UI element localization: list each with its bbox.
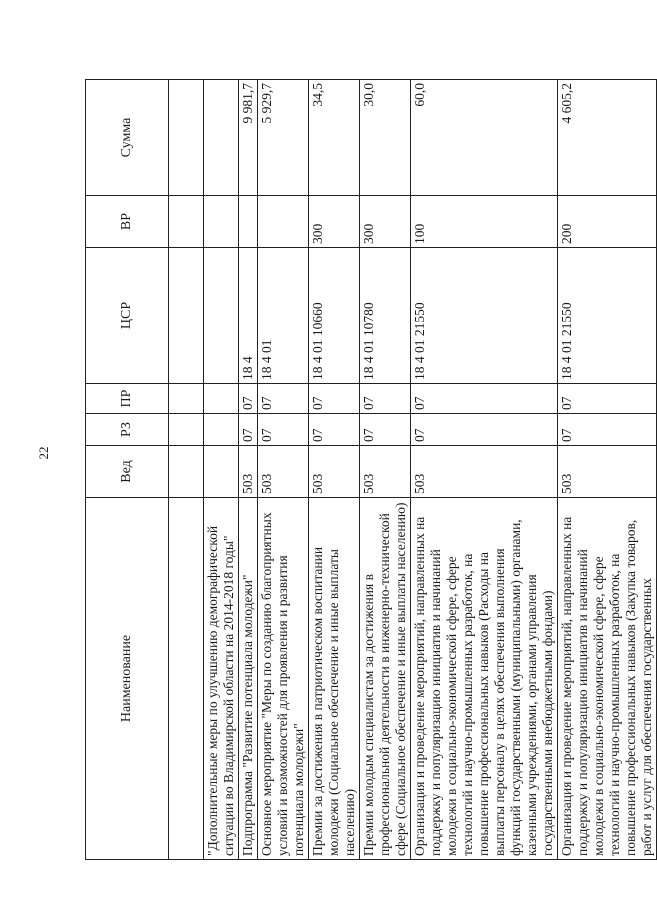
cell-name: Подпрограмма "Развитие потенциала молодежи" [239,498,258,860]
cell-pr: 07 [411,384,558,414]
cell-pr: 07 [558,384,657,414]
cell-pr: 07 [360,384,411,414]
header-ved: Вед [86,446,169,498]
table-row [309,80,360,860]
cell-summa: 5 929,7 [258,80,309,196]
cell-name: Основное мероприятие "Меры по созданию благоприятных условий и возможностей для проявления и развития потенциала молодежи" [258,498,309,860]
rotated-page-content [85,80,654,860]
page-number: 22 [36,446,51,460]
cell-summa: 34,5 [309,80,360,196]
cell-ved [169,446,204,498]
cell-rz: 07 [258,414,309,446]
cell-summa [204,80,239,196]
cell-vr [239,196,258,248]
cell-ved: 503 [360,446,411,498]
cell-vr: 100 [411,196,558,248]
header-name: Наименование [86,498,169,860]
cell-rz: 07 [309,414,360,446]
cell-rz: 07 [360,414,411,446]
cell-ved: 503 [411,446,558,498]
table-row [239,80,258,860]
cell-pr: 07 [309,384,360,414]
cell-name: Организация и проведение мероприятий, направленных на поддержку и популяризацию инициатив и начинаний молодежи в социально-экономической сфере, сфере технологий и научно-промышленных разработок, на повышение профессиональных навыков (Расходы на выплаты персоналу в целях обеспечения выполнения функций государственными (муниципальными) органами, казенными учреждениями, органами управления государственными внебюджетными фондами) [411,498,558,860]
table-row [204,80,239,860]
cell-vr [204,196,239,248]
cell-rz: 07 [239,414,258,446]
cell-vr: 300 [360,196,411,248]
cell-rz [169,414,204,446]
cell-vr: 200 [558,196,657,248]
cell-ved [204,446,239,498]
cell-ved: 503 [309,446,360,498]
cell-summa: 60,0 [411,80,558,196]
cell-vr [169,196,204,248]
cell-ved: 503 [239,446,258,498]
table-row [558,80,657,860]
header-csr: ЦСР [86,248,169,384]
cell-vr [258,196,309,248]
table-row [411,80,558,860]
cell-name: Премии молодым специалистам за достижения в профессиональной деятельности в инженерно-технической сфере (Социальное обеспечение и иные выплаты населению) [360,498,411,860]
cell-rz [204,414,239,446]
table-row [360,80,411,860]
cell-csr [204,248,239,384]
cell-csr: 18 4 01 [258,248,309,384]
cell-summa: 4 605,2 [558,80,657,196]
cell-csr: 18 4 [239,248,258,384]
cell-pr: 07 [258,384,309,414]
header-pr: ПР [86,384,169,414]
cell-rz: 07 [558,414,657,446]
header-summa: Сумма [86,80,169,196]
cell-csr: 18 4 01 21550 [558,248,657,384]
table-row [258,80,309,860]
cell-csr: 18 4 01 21550 [411,248,558,384]
cell-csr [169,248,204,384]
cell-ved: 503 [258,446,309,498]
cell-pr [204,384,239,414]
cell-csr: 18 4 01 10780 [360,248,411,384]
cell-rz: 07 [411,414,558,446]
table-row [169,80,204,860]
cell-name: Премии за достижения в патриотическом воспитании молодежи (Социальное обеспечение и иные выплаты населению) [309,498,360,860]
cell-ved: 503 [558,446,657,498]
table-header-row [86,80,169,860]
header-vr: ВР [86,196,169,248]
cell-name: Организация и проведение мероприятий, направленных на поддержку и популяризацию инициатив и начинаний молодежи в социально-экономической сфере, сфере технологий и научно-промышленных разработок, на повышение профессиональных навыков (Закупка товаров, работ и услуг для обеспечения государственных [558,498,657,860]
budget-table [85,79,657,860]
cell-pr: 07 [239,384,258,414]
cell-vr: 300 [309,196,360,248]
cell-summa: 9 981,7 [239,80,258,196]
cell-name [169,498,204,860]
cell-name: "Дополнительные меры по улучшению демографической ситуации во Владимирской области на 2014-2018 годы" [204,498,239,860]
cell-csr: 18 4 01 10660 [309,248,360,384]
cell-pr [169,384,204,414]
cell-summa [169,80,204,196]
header-rz: РЗ [86,414,169,446]
cell-summa: 30,0 [360,80,411,196]
